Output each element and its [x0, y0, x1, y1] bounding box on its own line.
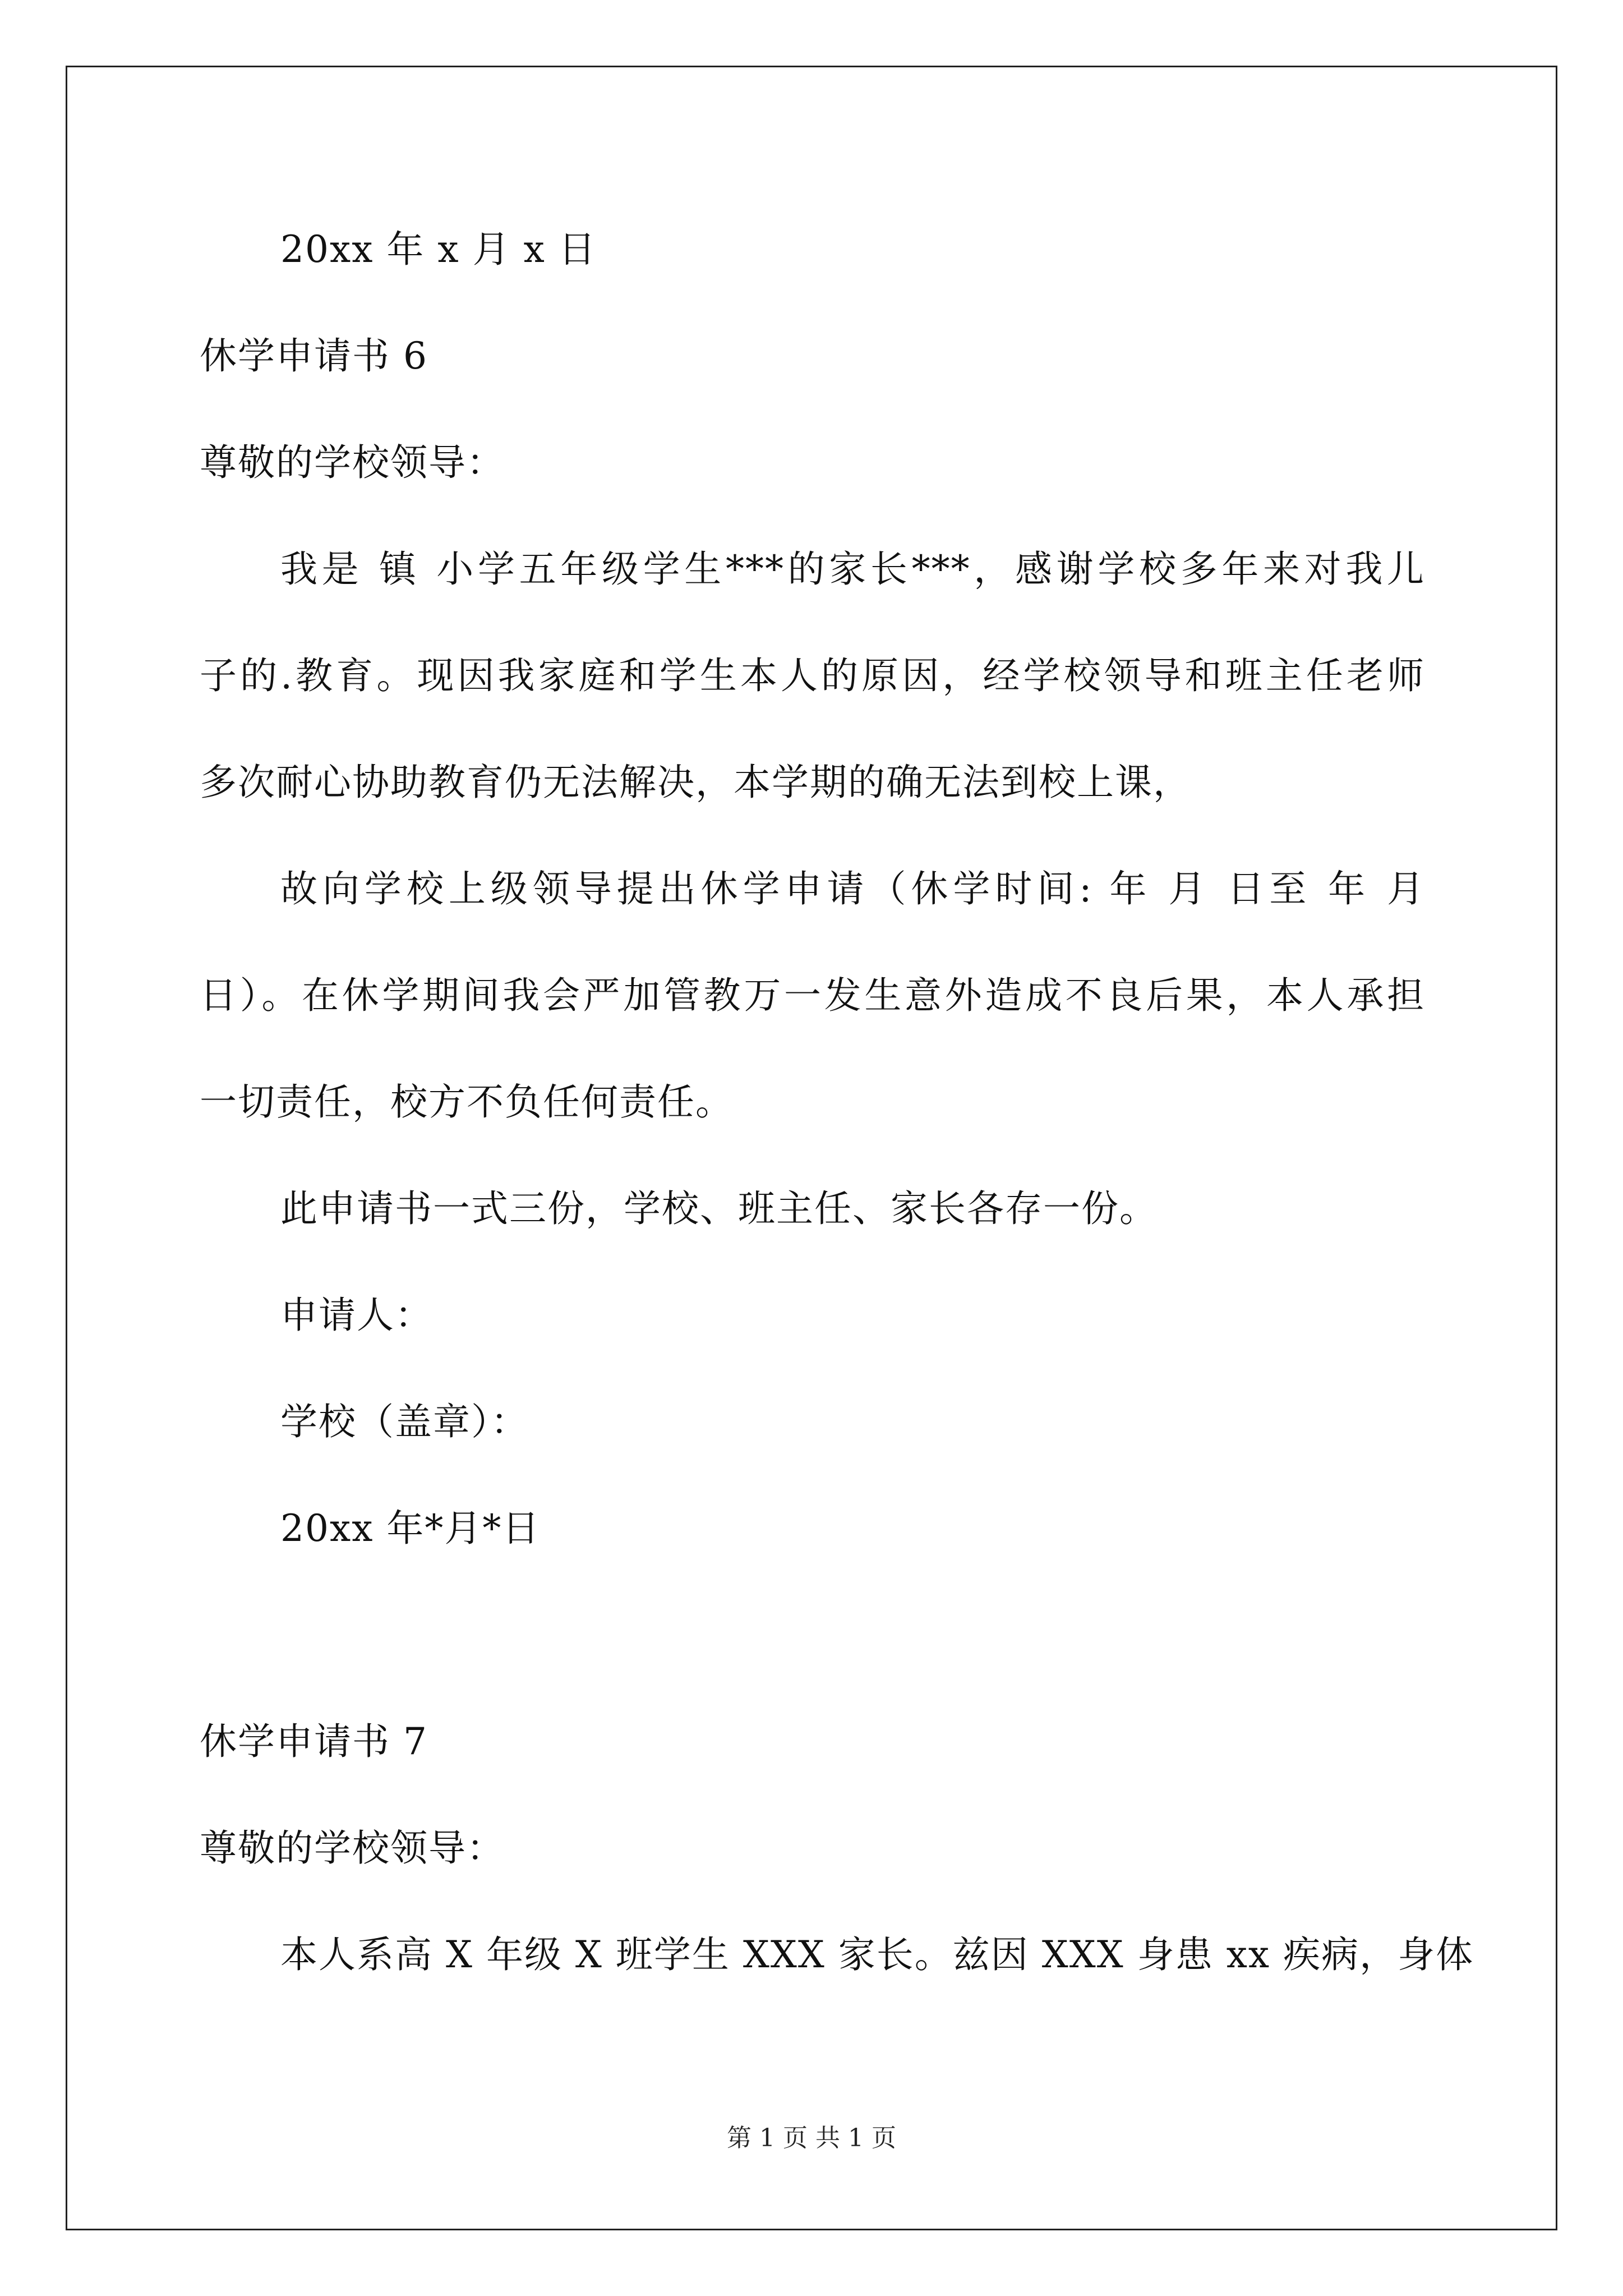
paragraph-4-line-1: 本人系高 X 年级 X 班学生 XXX 家长。兹因 XXX 身患 xx 疾病，身体 [280, 1933, 1474, 1976]
paragraph-1-line-1: 我是 镇 小学五年级学生***的家长***，感谢学校多年来对我儿 [280, 547, 1425, 591]
paragraph-3: 此申请书一式三份，学校、班主任、家长各存一份。 [280, 1187, 1158, 1230]
section-title-6: 休学申请书 6 [200, 334, 428, 378]
date-line-2: 20xx 年*月*日 [280, 1507, 541, 1550]
section-title-7: 休学申请书 7 [200, 1720, 428, 1763]
paragraph-1-line-2: 子的.教育。现因我家庭和学生本人的原因，经学校领导和班主任老师 [200, 654, 1425, 697]
paragraph-2-line-3: 一切责任，校方不负任何责任。 [200, 1080, 734, 1124]
date-line-1: 20xx 年 x 月 x 日 [280, 228, 597, 271]
salutation-1: 尊敬的学校领导： [200, 441, 505, 484]
page-border [66, 66, 1557, 2230]
school-seal-label: 学校（盖章）： [280, 1400, 529, 1443]
applicant-label: 申请人： [280, 1294, 433, 1337]
paragraph-2-line-2: 日）。在休学期间我会严加管教万一发生意外造成不良后果，本人承担 [200, 974, 1425, 1017]
paragraph-1-line-3: 多次耐心协助教育仍无法解决，本学期的确无法到校上课， [200, 761, 1191, 804]
page-footer: 第 1 页 共 1 页 [727, 2124, 896, 2152]
paragraph-2-line-1: 故向学校上级领导提出休学申请（休学时间: 年 月 日至 年 月 [280, 867, 1425, 910]
salutation-2: 尊敬的学校领导： [200, 1826, 505, 1870]
